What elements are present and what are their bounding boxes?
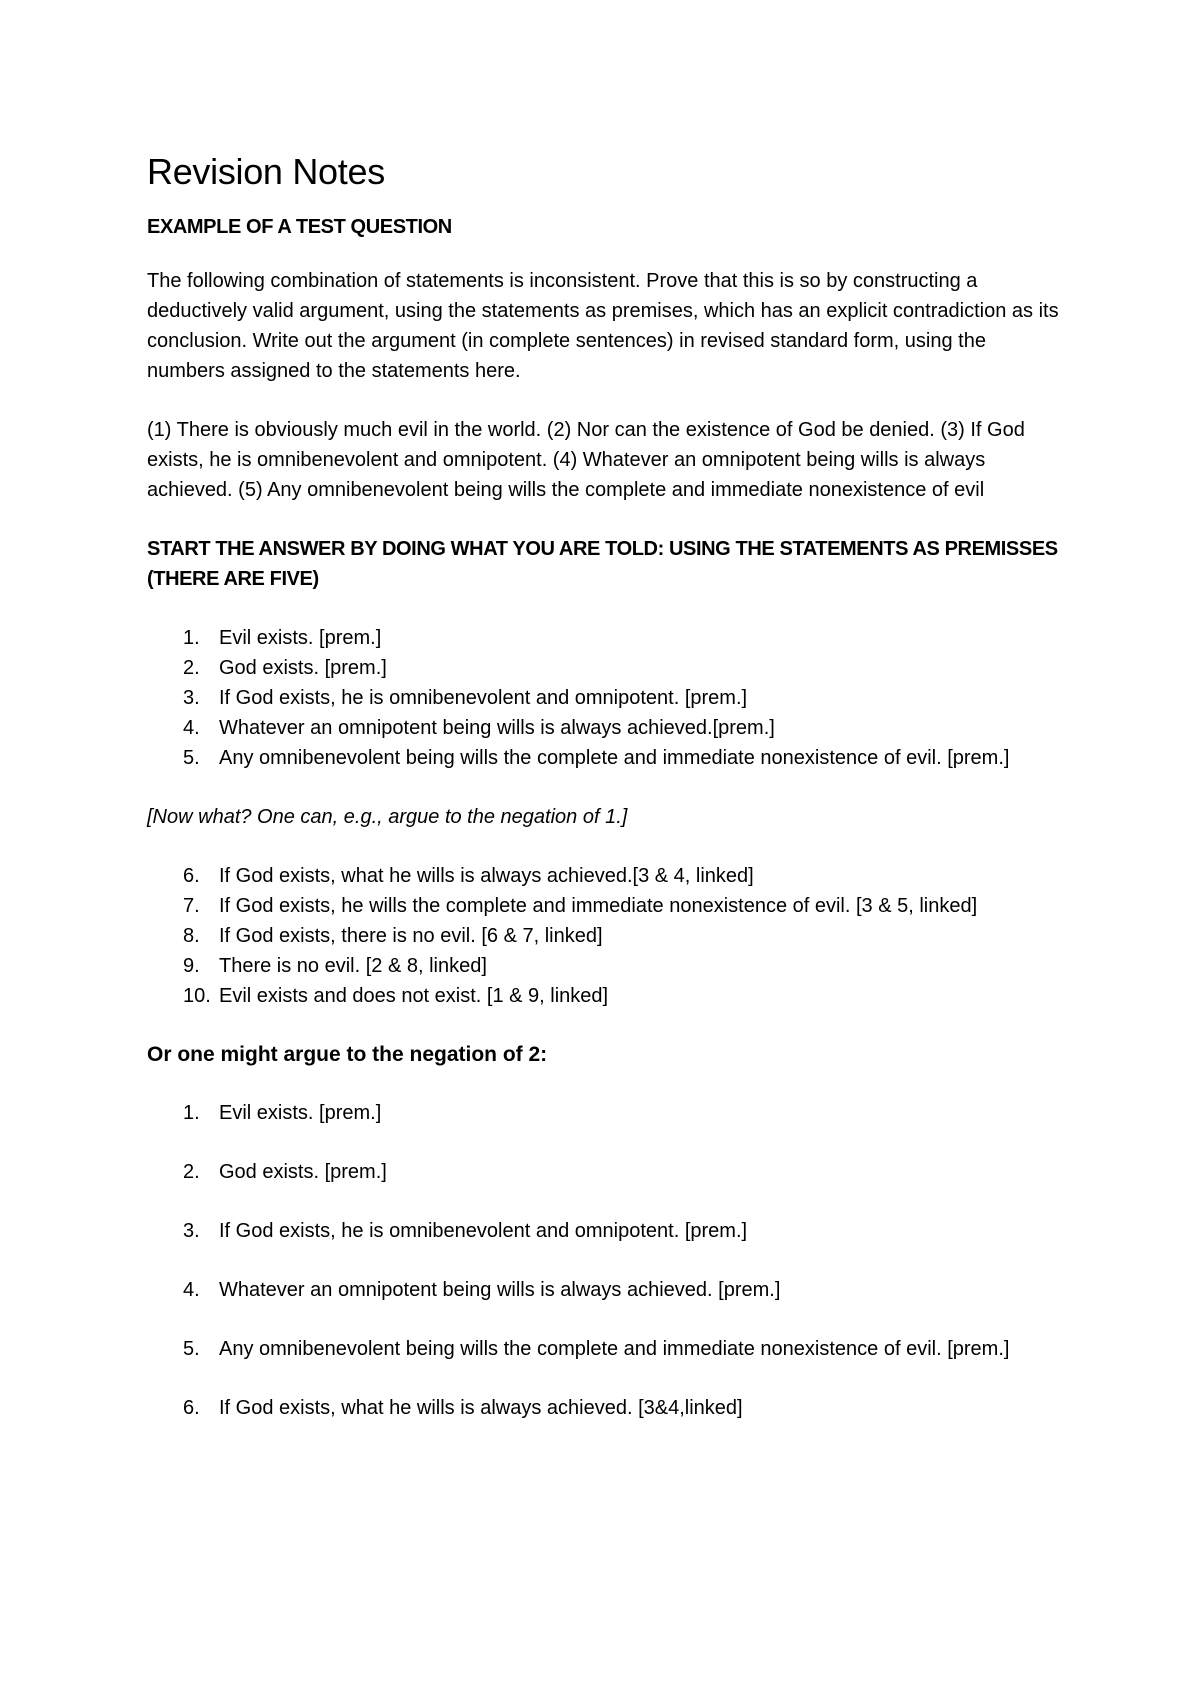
list-item — [147, 921, 1067, 951]
list-number: 2. — [183, 657, 200, 679]
list-number: 5. — [183, 1338, 200, 1360]
premises-list — [147, 623, 1067, 773]
question-paragraph: The following combination of statements is inconsistent. Prove that this is so by constructing a deductively valid argument, using the statements as premises, which has an explicit contradiction as its conclusion. Write out the argument (in complete sentences) in revised standard form, using the numbers assigned to the statements here. — [147, 270, 1059, 382]
list-item-text: If God exists, he is omnibenevolent and omnipotent. [prem.] — [219, 687, 748, 709]
list-item — [147, 1098, 1067, 1128]
list-item-text: There is no evil. [2 & 8, linked] — [219, 955, 487, 977]
list-number: 3. — [183, 687, 200, 709]
list-item — [147, 1334, 1067, 1364]
list-item — [147, 653, 1067, 683]
list-item-text: If God exists, he is omnibenevolent and omnipotent. [prem.] — [219, 1220, 748, 1242]
list-item-text: Evil exists. [prem.] — [219, 1102, 382, 1124]
answer-heading: START THE ANSWER BY DOING WHAT YOU ARE TOLD: USING THE STATEMENTS AS PREMISSES (THERE ARE FIVE) — [147, 538, 1058, 590]
list-item — [147, 951, 1067, 981]
list-item-text: God exists. [prem.] — [219, 657, 387, 679]
list-number: 8. — [183, 925, 200, 947]
list-number: 1. — [183, 627, 200, 649]
list-item — [147, 1216, 1067, 1246]
list-item — [147, 981, 1067, 1011]
list-item — [147, 1393, 1067, 1423]
list-item — [147, 713, 1067, 743]
list-item-text: God exists. [prem.] — [219, 1161, 387, 1183]
list-number: 4. — [183, 1279, 200, 1301]
list-item-text: If God exists, he wills the complete and immediate nonexistence of evil. [3 & 5, linked] — [219, 895, 978, 917]
list-item-text: Evil exists. [prem.] — [219, 627, 382, 649]
list-number: 7. — [183, 895, 200, 917]
note-paragraph: [Now what? One can, e.g., argue to the negation of 1.] — [147, 806, 628, 828]
list-item-text: Whatever an omnipotent being wills is always achieved.[prem.] — [219, 717, 775, 739]
list-item-text: Whatever an omnipotent being wills is always achieved. [prem.] — [219, 1279, 781, 1301]
list-number: 10. — [183, 985, 211, 1007]
list-item — [147, 623, 1067, 653]
list-item-text: Any omnibenevolent being wills the complete and immediate nonexistence of evil. [prem.] — [219, 747, 1010, 769]
alt-premises-list — [147, 1098, 1067, 1423]
list-number: 6. — [183, 1397, 200, 1419]
list-item — [147, 861, 1067, 891]
list-number: 5. — [183, 747, 200, 769]
list-number: 4. — [183, 717, 200, 739]
list-number: 2. — [183, 1161, 200, 1183]
list-number: 1. — [183, 1102, 200, 1124]
list-item — [147, 1275, 1067, 1305]
derivation-list — [147, 861, 1067, 1011]
list-item — [147, 683, 1067, 713]
example-heading: EXAMPLE OF A TEST QUESTION — [147, 216, 452, 238]
list-number: 3. — [183, 1220, 200, 1242]
list-number: 9. — [183, 955, 200, 977]
statements-paragraph: (1) There is obviously much evil in the world. (2) Nor can the existence of God be denied. (3) If God exists, he is omnibenevolent and omnipotent. (4) Whatever an omnipotent being wills is always achieved. (5) Any omnibenevolent being wills the complete and immediate nonexistence of evil — [147, 419, 1025, 501]
alt-heading: Or one might argue to the negation of 2: — [147, 1043, 548, 1066]
list-item-text: If God exists, what he wills is always achieved. [3&4,linked] — [219, 1397, 743, 1419]
document-body — [147, 150, 1067, 1452]
list-item — [147, 1157, 1067, 1187]
list-number: 6. — [183, 865, 200, 887]
list-item-text: If God exists, there is no evil. [6 & 7, linked] — [219, 925, 603, 947]
page-title: Revision Notes — [147, 151, 385, 192]
list-item-text: Evil exists and does not exist. [1 & 9, linked] — [219, 985, 609, 1007]
list-item-text: Any omnibenevolent being wills the complete and immediate nonexistence of evil. [prem.] — [219, 1338, 1010, 1360]
list-item — [147, 743, 1067, 773]
list-item-text: If God exists, what he wills is always achieved.[3 & 4, linked] — [219, 865, 754, 887]
list-item — [147, 891, 1067, 921]
